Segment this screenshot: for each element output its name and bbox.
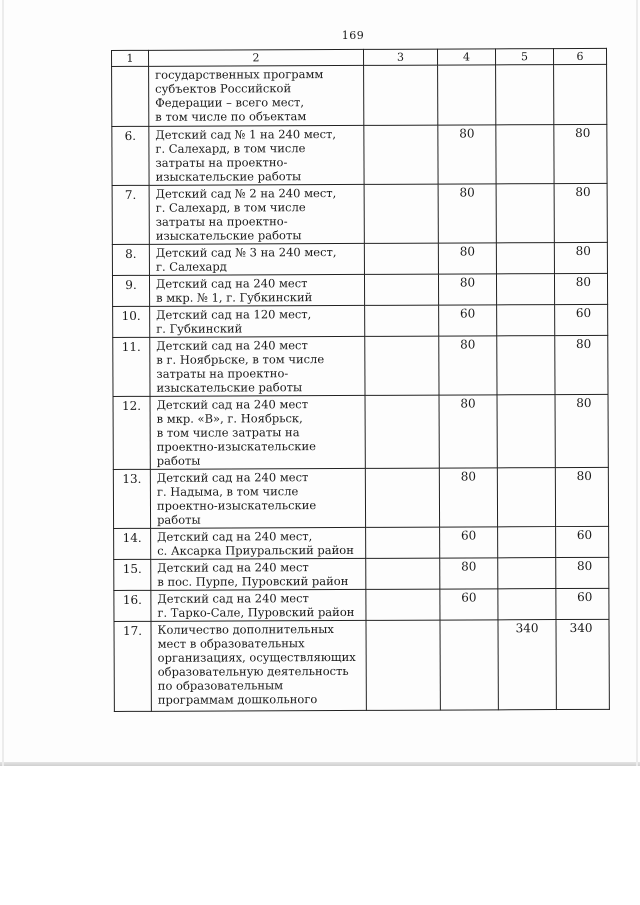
column-4-cell: 80 [439,468,497,527]
row-name-cell: Детский сад на 240 мест г. Надыма, в том числе проектно-изыскательские работы [150,468,365,528]
column-header-3: 3 [363,49,437,65]
row-number-cell: 11. [113,337,150,396]
row-name-cell: Детский сад № 3 на 240 мест, г. Салехард [149,243,364,275]
column-3-cell [364,274,438,305]
column-5-cell [497,395,555,468]
column-6-cell: 60 [556,588,609,619]
page-number: 169 [341,29,365,42]
column-4-cell: 60 [439,305,497,336]
scan-edge [0,762,640,766]
row-name-cell: Детский сад на 240 мест, с. Аксарка Приуральский район [151,527,366,559]
row-number-cell: 14. [114,528,151,559]
table-row [112,64,607,126]
column-4-cell: 60 [440,527,498,558]
column-6-cell: 80 [554,273,607,304]
column-5-cell [497,468,555,527]
table-row [112,124,607,185]
table-row [112,183,607,244]
column-5-cell [496,243,554,274]
column-header-4: 4 [437,49,495,65]
column-4-cell [440,620,498,710]
column-5-cell [498,527,556,558]
table-row [112,242,607,275]
table-row [113,335,608,396]
column-6-cell: 80 [555,394,608,467]
row-name-cell: Детский сад на 240 мест в пос. Пурпе, Пуровский район [151,558,366,590]
column-5-cell [498,558,556,589]
table-row [114,588,609,621]
column-6-cell: 80 [556,557,609,588]
column-3-cell [364,243,438,274]
row-number-cell [112,66,149,126]
column-header-6: 6 [553,48,606,64]
column-3-cell [366,620,440,710]
column-6-cell: 80 [554,124,607,183]
column-5-cell [497,336,555,395]
row-number-cell: 13. [113,469,150,528]
column-5-cell [496,65,554,125]
row-number-cell: 17. [114,621,151,711]
column-6-cell: 60 [556,526,609,557]
column-5-cell [496,125,554,184]
column-3-cell [365,468,439,527]
table-row [113,394,608,469]
row-name-cell: Количество дополнительных мест в образовательных организациях, осуществляющих образовательную деятельность по образовательным программам дошкольного [151,620,366,711]
table-row [113,304,608,337]
table-row [114,619,609,711]
row-name-cell: Детский сад на 120 мест, г. Губкинский [150,305,365,337]
column-5-cell: 340 [498,620,556,710]
table-body [112,64,610,711]
column-4-cell: 80 [438,274,496,305]
column-3-cell [365,336,439,395]
table-row [114,526,609,559]
row-number-cell: 8. [112,244,149,275]
row-name-cell: Детский сад на 240 мест в г. Ноябрьске, в том числе затраты на проектно- изыскательские работы [150,336,365,396]
row-number-cell: 9. [112,275,149,306]
column-5-cell [496,184,554,243]
column-6-cell [554,64,607,124]
column-6-cell: 80 [554,183,607,242]
column-4-cell: 80 [438,243,496,274]
column-3-cell [366,589,440,620]
column-3-cell [365,395,439,468]
column-3-cell [366,558,440,589]
row-number-cell: 7. [112,185,149,244]
column-header-2: 2 [149,49,364,66]
scan-margin-right [636,0,638,766]
column-4-cell: 80 [439,395,497,468]
column-5-cell [496,274,554,305]
data-table [111,48,610,712]
column-4-cell [438,65,496,125]
column-4-cell: 80 [438,125,496,184]
row-name-cell: государственных программ субъектов Российской Федерации – всего мест, в том числе по объектам [149,65,364,126]
column-4-cell: 80 [439,336,497,395]
column-3-cell [364,184,438,243]
column-6-cell: 60 [555,304,608,335]
column-4-cell: 80 [440,558,498,589]
row-number-cell: 16. [114,590,151,621]
column-6-cell: 80 [555,335,608,394]
column-3-cell [365,305,439,336]
row-number-cell: 12. [113,396,150,469]
column-5-cell [497,305,555,336]
column-3-cell [364,125,438,184]
column-6-cell: 80 [554,242,607,273]
table-row [114,557,609,590]
column-6-cell: 340 [556,619,609,709]
column-3-cell [366,527,440,558]
column-5-cell [498,589,556,620]
table-row [112,273,607,306]
row-name-cell: Детский сад на 240 мест в мкр. № 1, г. Губкинский [149,274,364,306]
column-4-cell: 80 [438,184,496,243]
table-row [113,467,608,528]
row-name-cell: Детский сад на 240 мест г. Тарко-Сале, Пуровский район [151,589,366,621]
row-number-cell: 15. [114,559,151,590]
row-name-cell: Детский сад на 240 мест в мкр. «В», г. Ноябрьск, в том числе затраты на проектно-изыскательские работы [150,395,365,469]
column-header-1: 1 [112,50,149,66]
scan-margin-left [2,0,4,766]
column-4-cell: 60 [440,589,498,620]
row-number-cell: 10. [113,306,150,337]
column-3-cell [364,65,438,125]
column-header-5: 5 [495,49,553,65]
row-name-cell: Детский сад № 1 на 240 мест, г. Салехард, в том числе затраты на проектно- изыскательские работы [149,125,364,185]
column-6-cell: 80 [555,467,608,526]
row-number-cell: 6. [112,126,149,185]
row-name-cell: Детский сад № 2 на 240 мест, г. Салехард, в том числе затраты на проектно- изыскательские работы [149,184,364,244]
